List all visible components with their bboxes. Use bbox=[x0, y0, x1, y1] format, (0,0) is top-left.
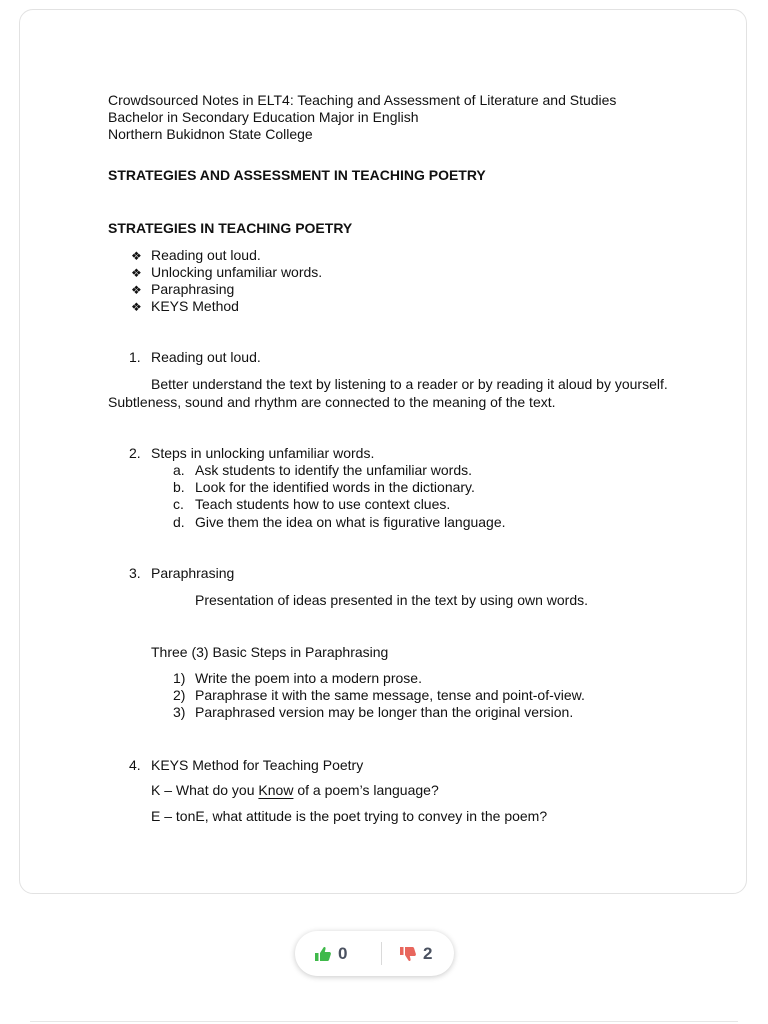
step-letter: d. bbox=[173, 514, 185, 530]
downvote-button[interactable] bbox=[399, 931, 432, 976]
step-text: Paraphrased version may be longer than the original version. bbox=[195, 704, 574, 720]
step-text: Write the poem into a modern prose. bbox=[195, 670, 422, 686]
header-school-line: Northern Bukidnon State College bbox=[108, 126, 313, 142]
definition-text: Presentation of ideas presented in the text by using own words. bbox=[195, 592, 589, 608]
keys-k-line bbox=[151, 782, 439, 799]
section-title: Steps in unlocking unfamiliar words. bbox=[151, 445, 375, 461]
thumbs-down-icon bbox=[399, 945, 417, 963]
section-title: Paraphrasing bbox=[151, 565, 235, 581]
step-letter: b. bbox=[173, 479, 185, 495]
list-item: KEYS Method bbox=[151, 298, 239, 314]
keys-e-line: E – tonE, what attitude is the poet trying to convey in the poem? bbox=[151, 808, 548, 824]
list-item: Reading out loud. bbox=[151, 247, 261, 263]
keys-k-prefix: K – What do you bbox=[151, 782, 259, 798]
vote-widget bbox=[295, 931, 454, 976]
step-text: Ask students to identify the unfamiliar words. bbox=[195, 462, 473, 478]
diamond-bullet-icon: ❖ bbox=[131, 249, 142, 263]
section-number: 4. bbox=[129, 757, 141, 773]
bottom-divider bbox=[30, 1021, 738, 1022]
diamond-bullet-icon: ❖ bbox=[131, 266, 142, 280]
step-text: Teach students how to use context clues. bbox=[195, 496, 451, 512]
upvote-button[interactable] bbox=[314, 931, 347, 976]
header-course-line: Crowdsourced Notes in ELT4: Teaching and Assessment of Literature and Studies bbox=[108, 92, 617, 108]
section-number: 3. bbox=[129, 565, 141, 581]
list-item: Unlocking unfamiliar words. bbox=[151, 264, 323, 280]
diamond-bullet-icon: ❖ bbox=[131, 300, 142, 314]
subheading: Three (3) Basic Steps in Paraphrasing bbox=[151, 644, 389, 660]
document-page bbox=[19, 9, 747, 894]
strategies-heading: STRATEGIES IN TEACHING POETRY bbox=[108, 220, 353, 236]
document-title: STRATEGIES AND ASSESSMENT IN TEACHING POETRY bbox=[108, 167, 486, 183]
step-text: Give them the idea on what is figurative language. bbox=[195, 514, 506, 530]
list-item: Paraphrasing bbox=[151, 281, 235, 297]
section-title: KEYS Method for Teaching Poetry bbox=[151, 757, 364, 773]
step-number: 1) bbox=[173, 670, 186, 686]
step-number: 3) bbox=[173, 704, 186, 720]
section-title: Reading out loud. bbox=[151, 349, 261, 365]
paragraph-line: Subtleness, sound and rhythm are connected to the meaning of the text. bbox=[108, 394, 556, 410]
keys-k-suffix: of a poem’s language? bbox=[293, 782, 439, 798]
keys-k-keyword: Know bbox=[258, 782, 294, 798]
step-text: Look for the identified words in the dictionary. bbox=[195, 479, 475, 495]
downvote-count: 2 bbox=[423, 943, 433, 963]
header-program-line: Bachelor in Secondary Education Major in English bbox=[108, 109, 419, 125]
paragraph-line: Better understand the text by listening to a reader or by reading it aloud by yourself. bbox=[151, 376, 668, 392]
thumbs-up-icon bbox=[314, 945, 332, 963]
diamond-bullet-icon: ❖ bbox=[131, 283, 142, 297]
step-number: 2) bbox=[173, 687, 186, 703]
section-number: 1. bbox=[129, 349, 141, 365]
step-letter: c. bbox=[173, 496, 184, 512]
step-text: Paraphrase it with the same message, tense and point-of-view. bbox=[195, 687, 585, 703]
vote-divider bbox=[381, 942, 382, 965]
step-letter: a. bbox=[173, 462, 185, 478]
upvote-count: 0 bbox=[338, 943, 348, 963]
section-number: 2. bbox=[129, 445, 141, 461]
